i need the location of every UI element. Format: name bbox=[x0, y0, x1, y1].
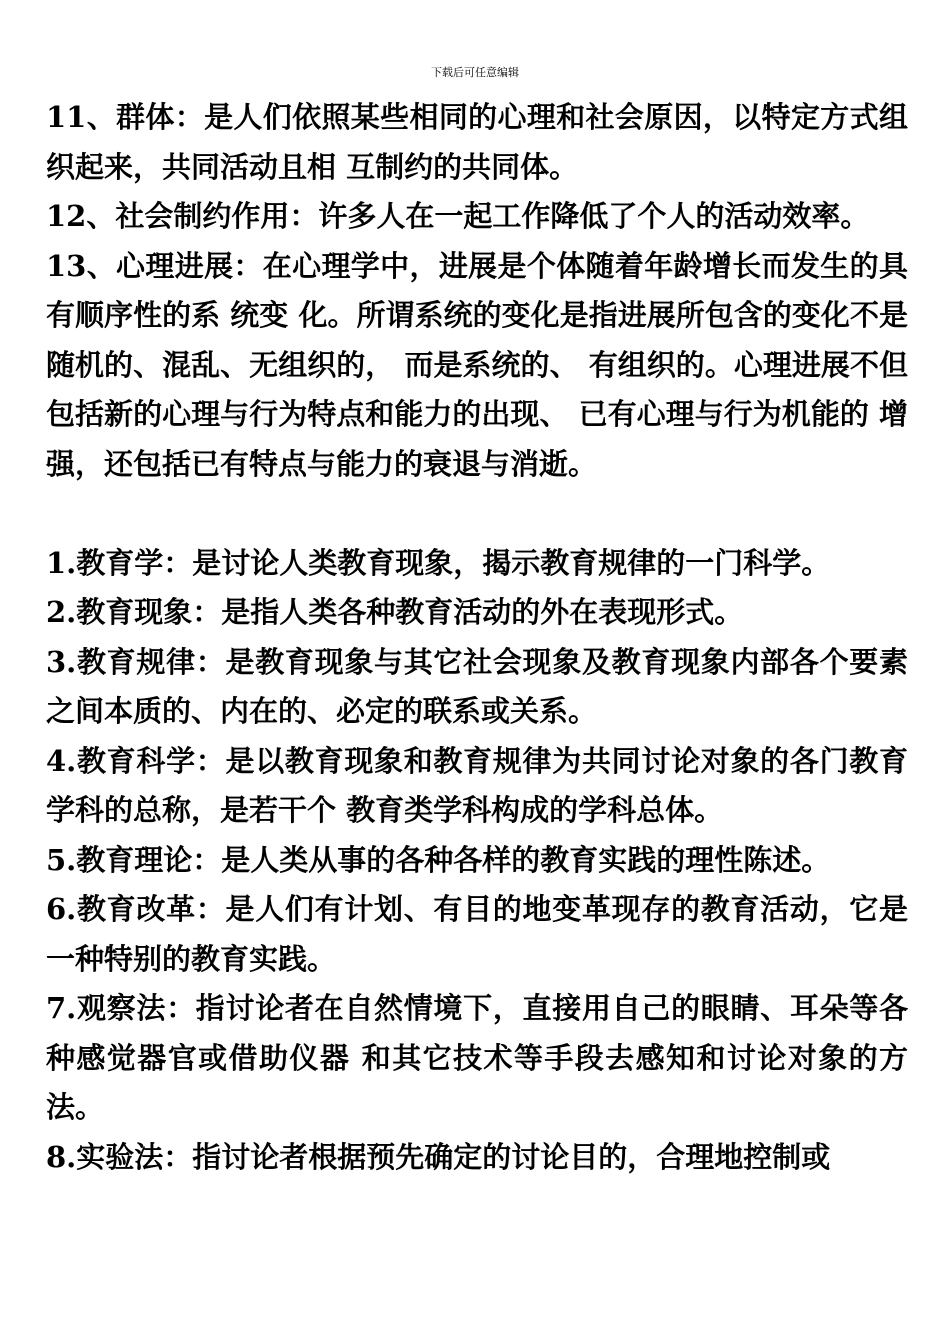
definition-paragraph-group-psychology-12: 12、社会制约作用：许多人在一起工作降低了个人的活动效率。 bbox=[46, 199, 870, 233]
section-spacer bbox=[46, 489, 908, 539]
definition-paragraph-education-8: 8.实验法：指讨论者根据预先确定的讨论目的，合理地控制或 bbox=[46, 1139, 831, 1174]
definition-paragraph-group-psychology-11: 11、群体：是人们依照某些相同的心理和社会原因，以特定方式组织起来，共同活动且相 互制约的共同体。 bbox=[46, 100, 908, 184]
header-note: 下载后可任意编辑 bbox=[431, 66, 519, 79]
definition-paragraph-education-6: 6.教育改革：是人们有计划、有目的地变革现存的教育活动，它是一种特别的教育实践。 bbox=[46, 892, 908, 976]
document-body bbox=[46, 93, 908, 1182]
definition-paragraph-education-2: 2.教育现象：是指人类各种教育活动的外在表现形式。 bbox=[46, 595, 744, 629]
definition-paragraph-education-4: 4.教育科学：是以教育现象和教育规律为共同讨论对象的各门教育学科的总称，是若干个 教育类学科构成的学科总体。 bbox=[46, 743, 908, 827]
definition-paragraph-group-psychology-13: 13、心理进展：在心理学中，进展是个体随着年龄增长而发生的具有顺序性的系 统变 化。所谓系统的变化是指进展所包含的变化不是随机的、混乱、无组织的， 而是系统的、 有组织的。心理进展不但包括新的心理与行为特点和能力的出现、 已有心理与行为机能的 增强，还包括已有特点与能力的衰退与消逝。 bbox=[46, 248, 908, 481]
definition-paragraph-education-7: 7.观察法：指讨论者在自然情境下，直接用自己的眼睛、耳朵等各种感觉器官或借助仪器 和其它技术等手段去感知和讨论对象的方法。 bbox=[46, 991, 908, 1124]
definition-paragraph-education-1: 1.教育学：是讨论人类教育现象，揭示教育规律的一门科学。 bbox=[46, 545, 831, 580]
definition-paragraph-education-5: 5.教育理论：是人类从事的各种各样的教育实践的理性陈述。 bbox=[46, 842, 831, 877]
definition-paragraph-education-3: 3.教育规律：是教育现象与其它社会现象及教育现象内部各个要素之间本质的、内在的、必定的联系或关系。 bbox=[46, 644, 908, 728]
